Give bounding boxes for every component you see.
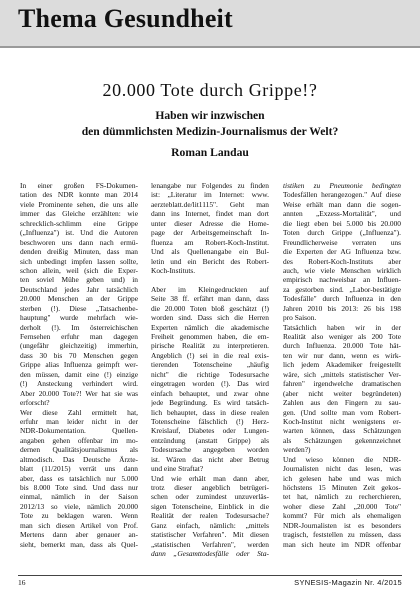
text-line: tation des NDR konnte man 2014 (20, 190, 138, 200)
text-line: ist. Wären das nicht aber Betrug (151, 454, 269, 464)
text-column-2 (151, 181, 269, 559)
text-line: Und wie erhält man dann aber, (151, 473, 269, 483)
text-line: dernen Qualitätsjournalismus als (20, 445, 138, 455)
text-line: bis 8.000 Tote sind. Und dass nur (20, 483, 138, 492)
text-line: ten soviel Mühe geben und) in (20, 275, 138, 285)
text-line: Todesfällen herangezogen." Auf diese (283, 190, 401, 200)
magazine-issue: SYNESIS-Magazin Nr. 4/2015 (294, 578, 402, 587)
text-line: NDR-Journalisten ist es besonders (283, 520, 401, 530)
text-line: statistischer Verfahren". Mit diesen (151, 530, 269, 540)
text-line: Und wieso können die NDR- (283, 454, 401, 464)
text-line: die 20.000 Toten bloß geschätzt (!) (151, 303, 269, 313)
text-line: Jahren 2010 bis 2013: 26 bis 198 (283, 303, 401, 313)
text-line: Tatsächlich haben wir in der (283, 322, 401, 332)
text-line: Tote zu beklagen waren. Wenn (20, 511, 138, 521)
text-line: Todesursache angegeben worden (151, 445, 269, 455)
page-number: 16 (18, 578, 26, 587)
text-line: Grippe alias Influenza geimpft wer- (20, 360, 138, 370)
text-line: beschworen uns dann nach ermü- (20, 237, 138, 247)
text-line: aber, dass es tatsächlich nur 5.000 (20, 473, 138, 483)
text-line: pirische Realität zu interpretieren. (151, 341, 269, 351)
text-line: die liegt eben bei 5.000 bis 20.000 (283, 218, 401, 228)
text-line: Seite 38 ff. erfährt man dann, dass (151, 294, 269, 304)
text-line: woher diese Zahl „20.000 Tote" (283, 501, 401, 511)
text-line: 2012/13 so viele, nämlich 20.000 (20, 501, 138, 511)
text-line: Aber 20.000 Tote?! Wer hat sie was (20, 388, 138, 398)
text-line: immer das Gleiche erzählten: wie (20, 209, 138, 219)
text-line: angaben gehen offenbar im mo- (20, 435, 138, 445)
text-line: den müssen, damit eine (!) einzige (20, 369, 138, 379)
text-line: annten „Exzess-Mortalität", und (283, 209, 401, 219)
text-line: sigen Totenscheine, Einblick in die (151, 501, 269, 511)
text-line: fahren" irgendwelche dramatischen (283, 379, 401, 389)
subtitle-line: Haben wir inzwischen (155, 109, 265, 122)
text-line: Todesfälle" durch Influenza in den (283, 294, 401, 304)
text-line: sich unbedingt impfen lassen sollte, (20, 256, 138, 266)
text-line: Ganz einfach, nämlich: „mittels (151, 520, 269, 530)
text-line: dann ins Internet, findet man dort (151, 209, 269, 219)
text-line: Koch-Institut nicht wenigstens er- (283, 416, 401, 426)
text-line: tierenden Totenscheine „häufig (151, 360, 269, 370)
text-line: ich gelesen habe und was mich (283, 473, 401, 483)
text-line: nicht" die richtige Todesursache (151, 369, 269, 379)
text-line: NDR-Dokumentation. Quellen- (20, 426, 138, 436)
section-header-band (0, 0, 420, 46)
text-line: Mertens dann aber genauer an- (20, 530, 138, 540)
text-line (151, 275, 269, 284)
article-title: 20.000 Tote durch Grippe!? (102, 80, 318, 100)
author-byline: Roman Landau (171, 146, 249, 159)
text-line: lich jedem Akademiker freigestellt (283, 360, 401, 370)
text-line: als Schätzungen gekennzeichnet (283, 435, 401, 445)
text-line: werden?) (283, 445, 311, 455)
text-line: sieht, bemerkt man, dass als Quel- (20, 539, 138, 549)
text-line: Wer diese Zahl ermittelt hat, (20, 407, 138, 417)
text-line: kommt? Für mich als ehemaligen (283, 511, 401, 521)
text-line: Toten durch Grippe („Influenza"). (283, 228, 401, 238)
text-line: Experten nämlich die akademische (151, 322, 269, 332)
text-line: jede Begründung. Es wird tatsäch- (151, 398, 269, 408)
section-title: Thema Gesundheit (18, 4, 233, 33)
text-line: schen oder zumindest unzuverläs- (151, 492, 269, 502)
text-line: blatt (11/2015) verrät uns dann (20, 464, 138, 474)
text-line: Journalisten nicht das lesen, was (283, 464, 401, 474)
text-line: In einer großen FS-Dokumen- (20, 181, 138, 190)
text-line: entzündung (anstatt Grippe) als (151, 435, 269, 445)
text-line: Freiheit genommen haben, die em- (151, 332, 269, 341)
text-column-1 (20, 181, 138, 549)
text-line: erfuhr man leider nicht in der (20, 416, 138, 426)
text-line: derholt (!). Im österreichischen (20, 322, 138, 332)
text-line: ist: „Literatur im Internet: www. (151, 190, 269, 200)
text-line: (ungefähr gleichzeitig) immerhin, (20, 341, 138, 351)
subtitle-line: den dümmlichsten Medizin-Journalismus der Welt? (81, 125, 339, 138)
text-line: altmodisch. Das Deutsche Ärzte- (20, 454, 138, 464)
text-line: za gestorben sind. „Labor-bestätigte (283, 284, 401, 294)
text-line: fluenza am Robert-Koch-Institut. (151, 237, 269, 247)
text-line: „statistischen Verfahren", werden (151, 539, 269, 549)
text-line: man sich heute im NDR offenbar (283, 539, 401, 549)
text-line: viele Prominente sehen, die uns alle (20, 199, 138, 209)
text-line: Angeblich (!) sei in die real exis- (151, 350, 269, 360)
text-line: dann „Gesamttodesfälle oder Sta- (151, 549, 269, 559)
text-line: Aber im Kleingedruckten auf (151, 284, 269, 294)
text-line: page der Arbeitsgemeinschaft In- (151, 228, 269, 238)
text-line: lenangabe nur Folgendes zu finden (151, 181, 269, 190)
text-line: empirisch nachweisbar an Influen- (283, 275, 401, 285)
text-line: die Experten der AG Influenza bzw. (283, 247, 401, 257)
text-line: schrecklich-schlimm eine Grippe (20, 218, 138, 228)
text-column-3 (283, 181, 401, 549)
text-line: 20.000 Menschen an der Grippe (20, 294, 138, 304)
text-line: pro Saison. (283, 313, 317, 323)
text-line: worden sind. Dass sich die Herren (151, 313, 269, 323)
text-line: schon allein, weil (sich die Exper- (20, 265, 138, 275)
text-line: hauptung" wurde mehrfach wie- (20, 313, 138, 323)
text-line: aerzteblatt.de/lit1115". Geht man (151, 199, 269, 209)
text-line: Zahlen aus den Fingern zu sau- (283, 398, 401, 408)
text-line: durch Influenza. 20.000 Tote hät- (283, 341, 401, 351)
text-line: dass 30 bis 70 Menschen gegen (20, 350, 138, 360)
text-line: erforscht? (20, 398, 50, 408)
text-line: Realität also weniger als 200 Tote (283, 332, 401, 341)
text-line: ten wir nur dann, wenn es wirk- (283, 350, 401, 360)
text-line: trotz dieser angeblich betrügeri- (151, 483, 269, 492)
text-line: tet hat, nämlich zu recherchieren, (283, 492, 401, 502)
text-line: man sich diesen Artikel von Prof. (20, 520, 138, 530)
text-line: einmal, nämlich in der Saison (20, 492, 138, 502)
text-line: tistiken zu Pneumonie bedingten (283, 181, 401, 190)
text-line: des Robert-Koch-Instituts aber (283, 256, 401, 266)
text-line: Realität der realen Todesursache? (151, 511, 269, 521)
text-line: Kreislauf, Diabetes oder Lungen- (151, 426, 269, 436)
text-line: eingetragen worden (!). Das wird (151, 379, 269, 389)
text-line: sterben (!). Diese „Tatsachenbe- (20, 303, 138, 313)
text-line: auch, wie viele Menschen wirklich (283, 265, 401, 275)
text-line: denden dreißig Minuten, dass man (20, 247, 138, 257)
text-line: wäre, sich „mittels statistischer Ver- (283, 369, 401, 379)
article-subtitle (0, 108, 420, 140)
text-line: Totenscheine fälschlich (!) Herz- (151, 416, 269, 426)
text-line: und eine Straftat? (151, 464, 204, 474)
header-divider (0, 46, 420, 48)
text-line: gen. (Und sollte man vom Robert- (283, 407, 401, 417)
text-line: („Influenza") ist. Und die Autoren (20, 228, 138, 238)
text-line: warten können, dass Schätzungen (283, 426, 401, 436)
text-line: unter dieser Adresse die Home- (151, 218, 269, 228)
text-line: höchstens 15 Minuten Zeit gekos- (283, 483, 401, 492)
text-line: Deutschland jedes Jahr tatsächlich (20, 284, 138, 294)
text-line: einfach behauptet, und zwar ohne (151, 388, 269, 398)
text-line: Fernsehen erfuhr man dagegen (20, 332, 138, 341)
footer-divider (18, 575, 402, 576)
text-line: Weise erhält man dann die sogen- (283, 199, 401, 209)
text-line: (aber nicht weiter begründeten) (283, 388, 401, 398)
text-line: lich behauptet, dass in diese realen (151, 407, 269, 417)
text-line: Und als Quellenangabe ein Bul- (151, 247, 269, 257)
text-line: Freundlicherweise verraten uns (283, 237, 401, 247)
text-line: (!) Ansteckung verhindert wird. (20, 379, 138, 389)
text-line: letin und ein Bericht des Robert- (151, 256, 269, 266)
text-line: Koch-Instituts. (151, 265, 196, 275)
text-line: tragisch, feststellen zu müssen, dass (283, 530, 401, 540)
